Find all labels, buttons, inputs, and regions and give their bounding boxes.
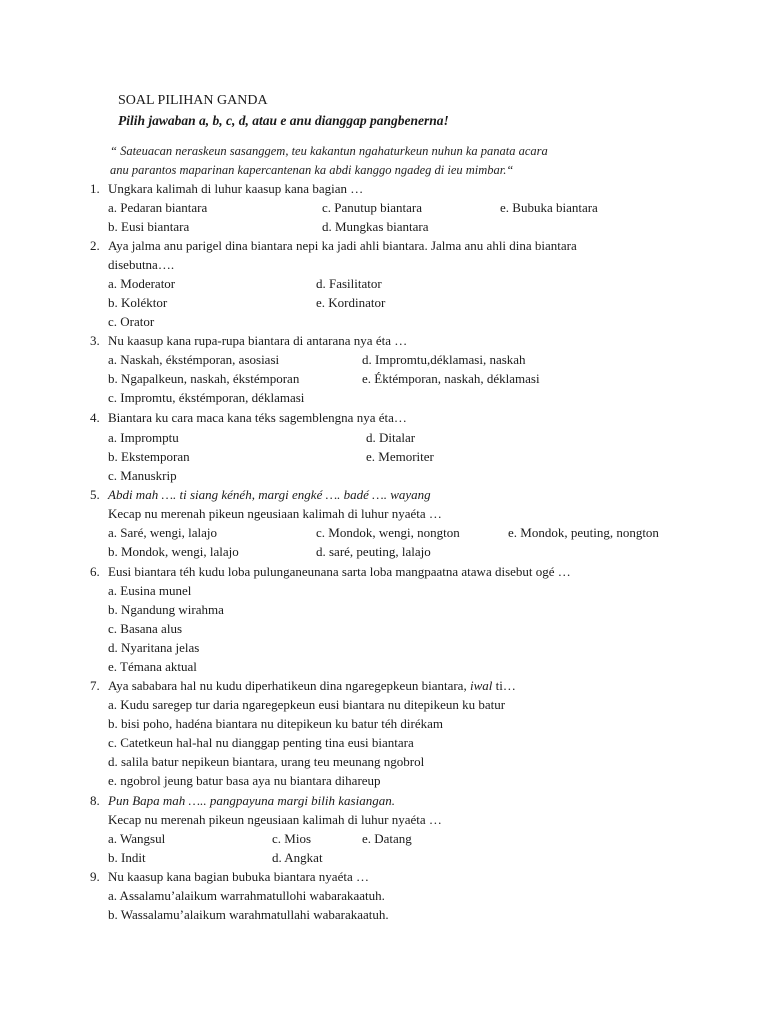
question-text: Eusi biantara téh kudu loba pulunganeunana sarta loba mangpaatna atawa disebut ogé … [108,564,571,579]
question-number: 9. [90,869,100,884]
answer-option: d. salila batur nepikeun biantara, urang teu meunang ngobrol [108,754,425,769]
answer-option: d. Fasilitator [316,276,382,291]
answer-option: e. Témana aktual [108,659,197,674]
answer-option: e. Kordinator [316,295,386,310]
answer-option: b. Eusi biantara [108,219,190,234]
question-number: 7. [90,678,100,693]
answer-option: b. Indit [108,850,146,865]
question-text: Abdi mah …. ti siang kénéh, margi engké …. badé …. wayang [108,487,431,502]
quote-line-2: anu parantos maparinan kapercantenan ka abdi kanggo ngadeg di ieu mimbar.“ [110,163,514,177]
answer-option: c. Manuskrip [108,468,177,483]
answer-option: e. Datang [362,831,412,846]
answer-option: c. Orator [108,314,155,329]
question-text: Pun Bapa mah ….. pangpayuna margi bilih kasiangan. [108,793,395,808]
answer-option: c. Mondok, wengi, nongton [316,525,460,540]
answer-option: b. Ekstemporan [108,449,190,464]
question-number: 2. [90,238,100,253]
answer-option: e. Bubuka biantara [500,200,598,215]
answer-option: a. Pedaran biantara [108,200,208,215]
answer-option: a. Moderator [108,276,176,291]
answer-option: a. Impromptu [108,430,179,445]
answer-option: d. Impromtu,déklamasi, naskah [362,352,526,367]
answer-option: d. Nyaritana jelas [108,640,200,655]
answer-option: d. Angkat [272,850,323,865]
question-text [108,677,516,696]
question-text-main: Aya sababara hal nu kudu diperhatikeun dina ngaregepkeun biantara, [108,678,467,693]
question-text: Nu kaasup kana rupa-rupa biantara di antarana nya éta … [108,333,408,348]
page-title: SOAL PILIHAN GANDA [118,93,268,108]
answer-option: c. Panutup biantara [322,200,422,215]
question-number: 6. [90,564,100,579]
answer-option: d. saré, peuting, lalajo [316,544,431,559]
question-text-continued: Kecap nu merenah pikeun ngeusiaan kalimah di luhur nyaéta … [108,506,442,521]
answer-option: b. Ngandung wirahma [108,602,224,617]
question-text: Biantara ku cara maca kana téks sagemblengna nya éta… [108,410,407,425]
question-number: 4. [90,410,100,425]
answer-option: a. Assalamu’alaikum warrahmatullohi wabarakaatuh. [108,888,385,903]
answer-option: d. Ditalar [366,430,416,445]
answer-option: e. Éktémporan, naskah, déklamasi [362,371,540,386]
answer-option: e. Mondok, peuting, nongton [508,525,659,540]
question-text-continued: Kecap nu merenah pikeun ngeusiaan kalimah di luhur nyaéta … [108,812,442,827]
answer-option: a. Wangsul [108,831,166,846]
question-number: 1. [90,181,100,196]
instruction: Pilih jawaban a, b, c, d, atau e anu dianggap pangbenerna! [118,113,449,128]
answer-option: a. Eusina munel [108,583,192,598]
question-text: Ungkara kalimah di luhur kaasup kana bagian … [108,181,364,196]
answer-option: a. Naskah, ékstémporan, asosiasi [108,352,280,367]
question-number: 5. [90,487,100,502]
question-text-italic: iwal [469,678,493,693]
answer-option: b. Wassalamu’alaikum warahmatullahi wabarakaatuh. [108,907,389,922]
question-text-continued: disebutna…. [108,257,175,272]
answer-option: b. Mondok, wengi, lalajo [108,544,239,559]
answer-option: b. Ngapalkeun, naskah, ékstémporan [108,371,300,386]
question-text: Aya jalma anu parigel dina biantara nepi ka jadi ahli biantara. Jalma anu ahli dina biantara [108,238,577,253]
answer-option: d. Mungkas biantara [322,219,429,234]
answer-option: c. Mios [272,831,311,846]
answer-option: c. Catetkeun hal-hal nu dianggap penting tina eusi biantara [108,735,414,750]
answer-option: a. Saré, wengi, lalajo [108,525,218,540]
quote-line-1: “ Sateuacan neraskeun sasanggem, teu kakantun ngahaturkeun nuhun ka panata acara [110,144,548,158]
answer-option: c. Impromtu, ékstémporan, déklamasi [108,390,305,405]
question-text-tail: ti… [492,678,516,693]
answer-option: b. bisi poho, hadéna biantara nu ditepikeun ku batur téh dirékam [108,716,444,731]
question-number: 3. [90,333,100,348]
answer-option: c. Basana alus [108,621,183,636]
question-number: 8. [90,793,100,808]
answer-option: b. Koléktor [108,295,168,310]
answer-option: a. Kudu saregep tur daria ngaregepkeun eusi biantara nu ditepikeun ku batur [108,697,506,712]
question-text: Nu kaasup kana bagian bubuka biantara nyaéta … [108,869,369,884]
answer-option: e. ngobrol jeung batur basa aya nu biantara dihareup [108,773,381,788]
answer-option: e. Memoriter [366,449,434,464]
